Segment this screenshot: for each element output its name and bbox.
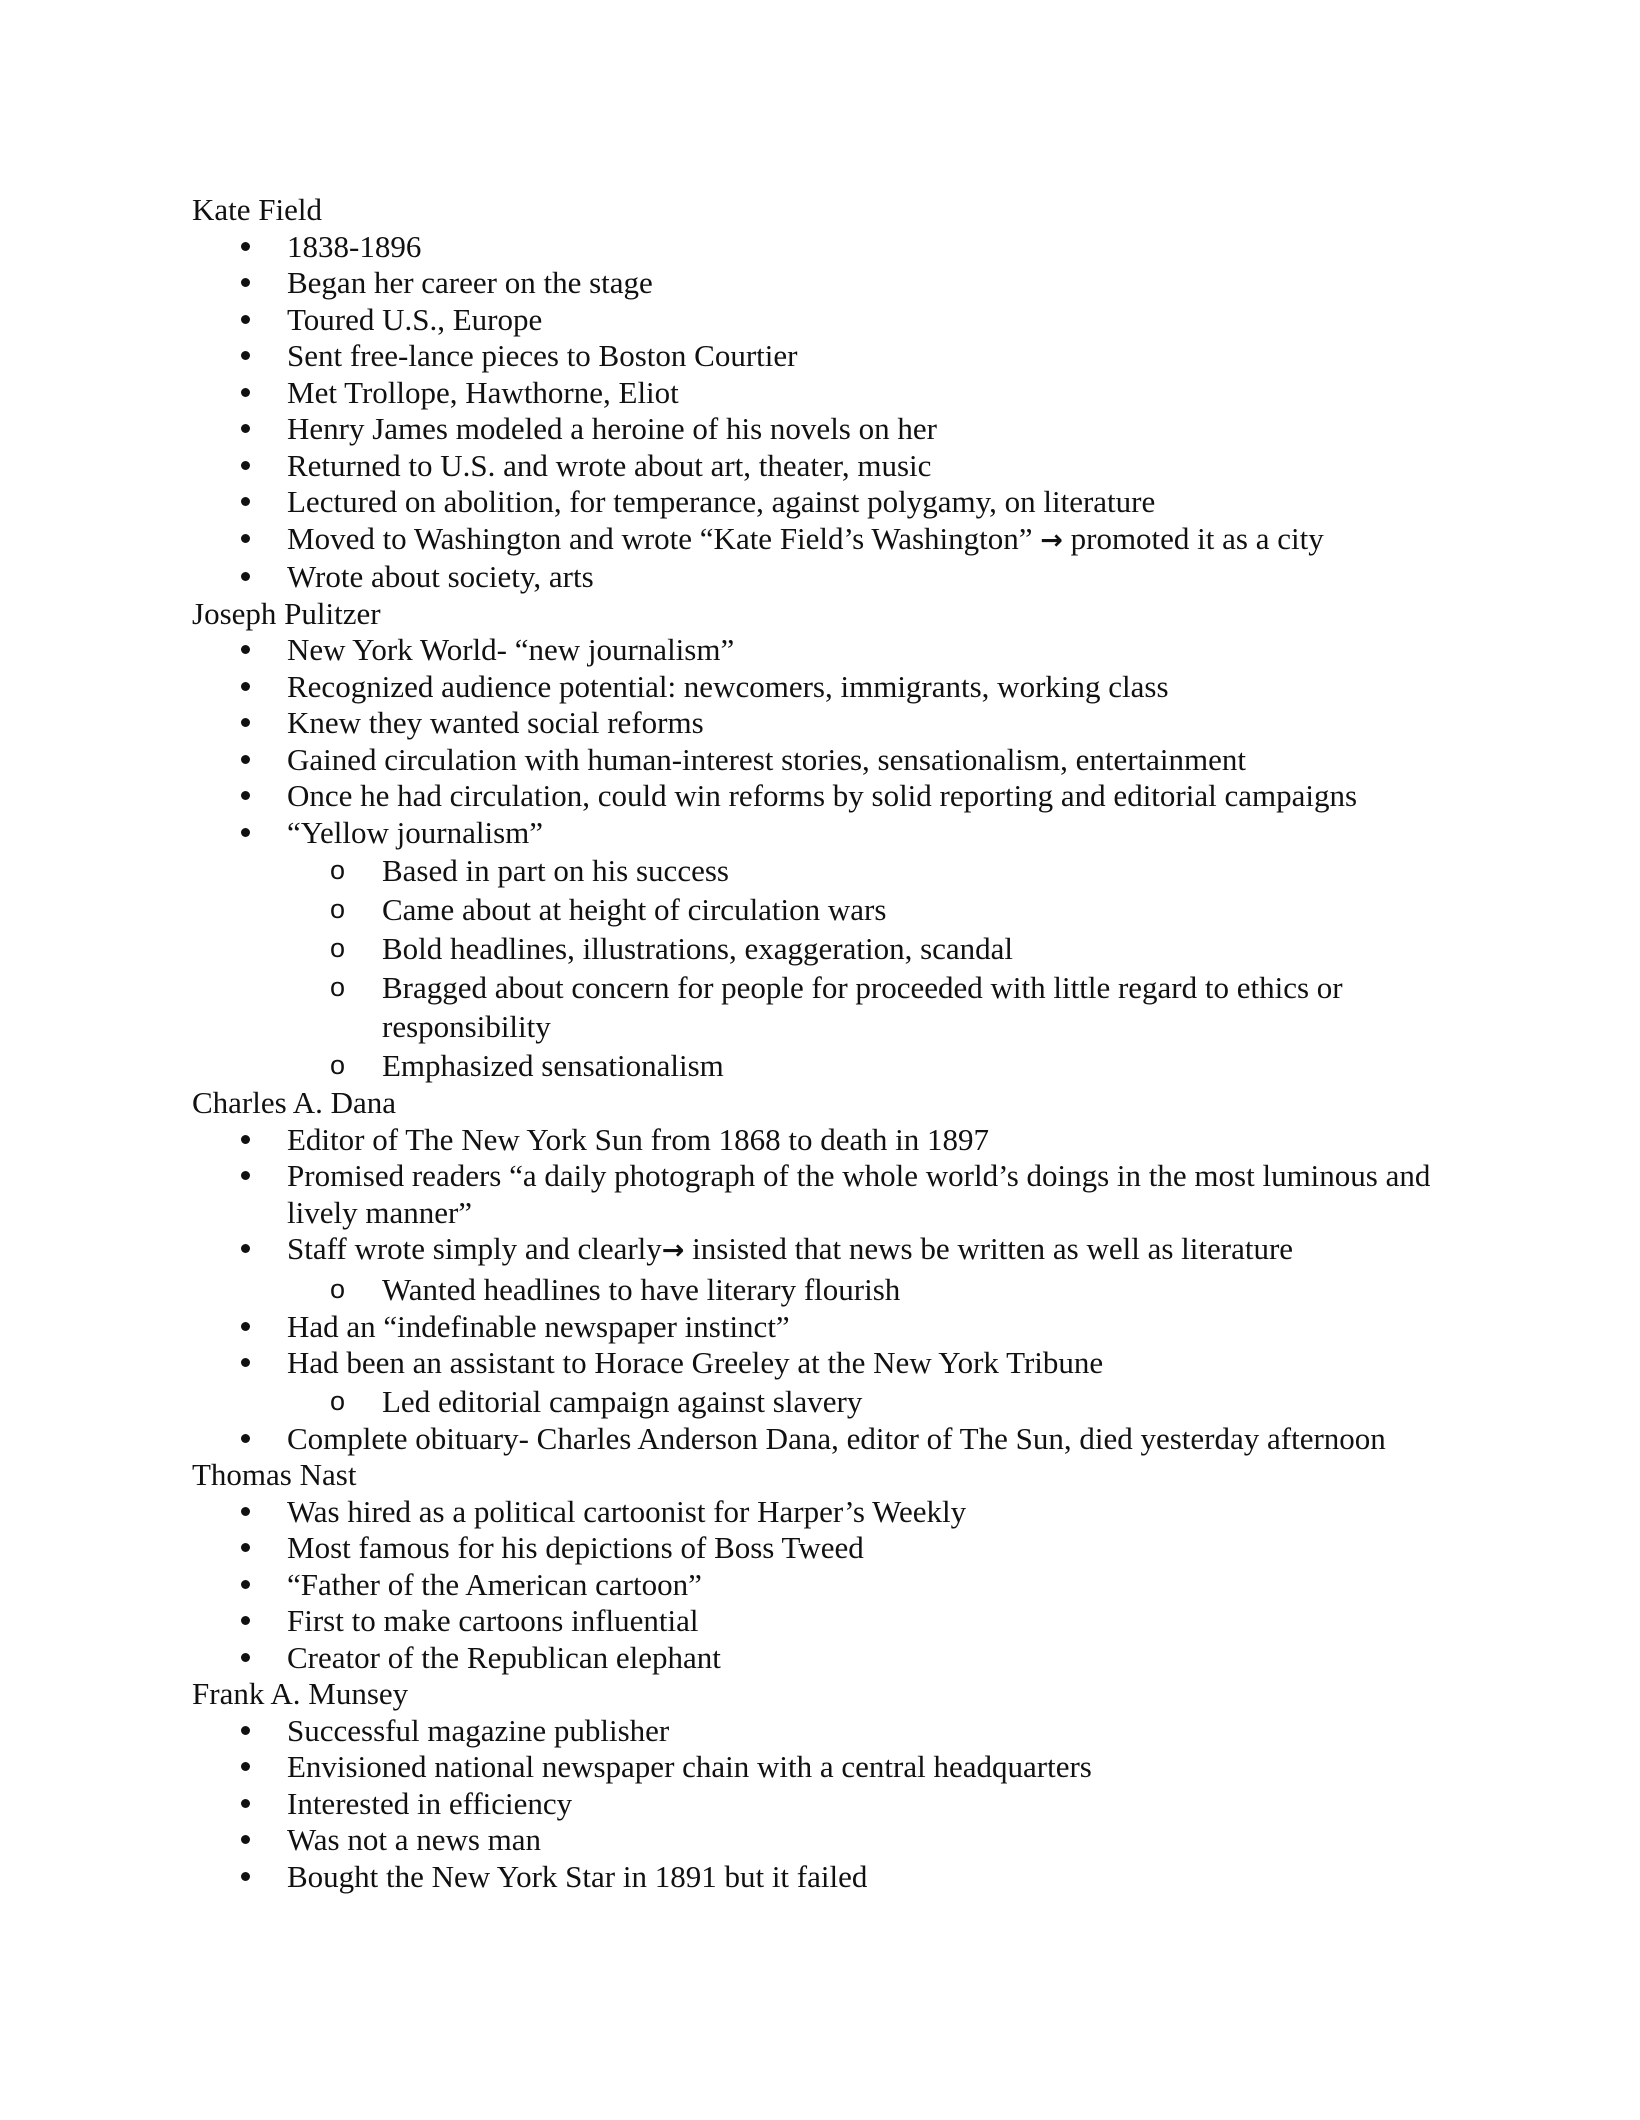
list-item [192,338,1492,375]
list-item [192,484,1492,521]
list-item [192,1603,1492,1640]
bullet-dot-icon [235,1640,255,1677]
sub-list-item [287,929,1492,968]
section-heading: Joseph Pulitzer [192,595,381,631]
bullet-dot-icon [235,484,255,521]
list-item-text: Bought the New York Star in 1891 but it failed [287,1858,868,1894]
section-heading: Charles A. Dana [192,1085,397,1120]
section-heading: Thomas Nast [192,1457,357,1492]
list-item-text: Editor of The New York Sun from 1868 to death in 1897 [287,1121,990,1157]
circle-bullet-icon: o [330,1385,346,1416]
bullet-dot-icon [235,669,255,706]
bullet-dot-icon [235,1713,255,1750]
list-item [192,1421,1492,1458]
section-heading: Frank A. Munsey [192,1676,409,1711]
bullet-dot-icon [235,229,255,266]
circle-bullet-icon: o [330,972,346,1002]
list-item-text: Sent free-lance pieces to Boston Courtier [287,338,798,373]
list-item-text: Successful magazine publisher [287,1712,670,1748]
circle-bullet-icon: o [330,1273,346,1304]
list-item-text: Henry James modeled a heroine of his novels on her [287,411,937,446]
list-item-text: Once he had circulation, could win reforms by solid reporting and editorial campaigns [287,778,1358,813]
bullet-list [192,229,1492,596]
list-item [192,559,1492,596]
bullet-dot-icon [235,559,255,596]
list-item-text: Had an “indefinable newspaper instinct” [287,1308,790,1344]
bullet-dot-icon [235,1231,255,1268]
bullet-dot-icon [235,1309,255,1346]
sub-list-item [287,968,1492,1046]
list-item [192,1640,1492,1677]
list-item-text: Creator of the Republican elephant [287,1639,721,1675]
list-item-text: Most famous for his depictions of Boss Tweed [287,1530,864,1565]
list-item-text: First to make cartoons influential [287,1603,699,1638]
sub-list-item-text: Emphasized sensationalism [382,1048,724,1083]
list-item [192,778,1492,815]
bullet-dot-icon [235,815,255,852]
list-item-text-continued: promoted it as a city [1062,520,1324,556]
bullet-dot-icon [235,1567,255,1604]
bullet-dot-icon [235,302,255,339]
sub-list-item [287,851,1492,890]
right-arrow-icon: → [1040,524,1063,556]
list-item [192,815,1492,1086]
bullet-dot-icon [235,1158,255,1195]
list-item-text: Was not a news man [287,1822,542,1857]
list-item-text: “Father of the American cartoon” [287,1566,702,1602]
sub-list-item-text: Led editorial campaign against slavery [382,1383,863,1419]
sub-bullet-list [287,851,1492,1085]
list-item [192,1494,1492,1531]
list-item-text: Wrote about society, arts [287,559,594,594]
circle-bullet-icon: o [330,855,346,885]
bullet-dot-icon [235,1822,255,1859]
list-item [192,1309,1492,1346]
bullet-dot-icon [235,1786,255,1823]
list-item-text: 1838-1896 [287,228,422,264]
list-item-text: Envisioned national newspaper chain with a central headquarters [287,1749,1092,1784]
bullet-dot-icon [235,1749,255,1786]
bullet-dot-icon [235,411,255,448]
bullet-dot-icon [235,521,255,558]
sub-list-item-text: Came about at height of circulation wars [382,892,887,927]
list-item-text: Knew they wanted social reforms [287,705,704,740]
list-item [192,669,1492,706]
bullet-dot-icon [235,448,255,485]
list-item [192,265,1492,302]
list-item [192,1749,1492,1786]
sub-list-item [287,1382,1492,1421]
list-item [192,1822,1492,1859]
list-item [192,1567,1492,1604]
sub-list-item [287,890,1492,929]
list-item-text: Returned to U.S. and wrote about art, theater, music [287,447,932,483]
list-item [192,1122,1492,1159]
list-item-text: Had been an assistant to Horace Greeley at the New York Tribune [287,1345,1104,1380]
list-item [192,1530,1492,1567]
list-item [192,705,1492,742]
list-item [192,1713,1492,1750]
list-item [192,375,1492,412]
bullet-dot-icon [235,375,255,412]
list-item-text: Was hired as a political cartoonist for Harper’s Weekly [287,1493,967,1529]
bullet-dot-icon [235,1494,255,1531]
list-item-text: Promised readers “a daily photograph of the whole world’s doings in the most luminous and lively manner” [287,1158,1431,1230]
list-item [192,742,1492,779]
list-item [192,1231,1492,1309]
bullet-dot-icon [235,1345,255,1382]
sub-bullet-list [287,1382,1492,1421]
sub-list-item-text: Bold headlines, illustrations, exaggeration, scandal [382,931,1014,966]
section-heading: Kate Field [192,192,322,227]
bullet-dot-icon [235,338,255,375]
bullet-dot-icon [235,1421,255,1458]
sub-list-item [287,1046,1492,1085]
list-item [192,1786,1492,1823]
bullet-dot-icon [235,1122,255,1159]
list-item [192,302,1492,339]
bullet-list [192,1494,1492,1677]
bullet-dot-icon [235,1530,255,1567]
bullet-dot-icon [235,632,255,669]
list-item [192,1158,1492,1231]
list-item [192,632,1492,669]
sub-list-item [287,1270,1492,1309]
bullet-dot-icon [235,778,255,815]
list-item [192,1345,1492,1421]
list-item-text: Interested in efficiency [287,1785,573,1821]
bullet-list [192,632,1492,1085]
right-arrow-icon: → [661,1235,685,1266]
list-item [192,229,1492,266]
list-item-text-continued: insisted that news be written as well as literature [684,1231,1294,1266]
circle-bullet-icon: o [330,1050,346,1080]
list-item-text: Began her career on the stage [287,265,653,300]
list-item-text: Gained circulation with human-interest stories, sensationalism, entertainment [287,741,1247,777]
sub-list-item-text: Bragged about concern for people for proceeded with little regard to ethics or responsibility [382,970,1343,1044]
bullet-dot-icon [235,1859,255,1896]
circle-bullet-icon: o [330,894,346,924]
bullet-dot-icon [235,265,255,302]
list-item-text: New York World- “new journalism” [287,632,735,667]
list-item-text: “Yellow journalism” [287,814,544,850]
list-item-text: Met Trollope, Hawthorne, Eliot [287,374,679,410]
list-item-text: Lectured on abolition, for temperance, against polygamy, on literature [287,484,1156,519]
list-item-text: Recognized audience potential: newcomers, immigrants, working class [287,668,1169,704]
bullet-list [192,1713,1492,1896]
list-item [192,1859,1492,1896]
bullet-list [192,1122,1492,1458]
document-page [192,192,1492,1895]
circle-bullet-icon: o [330,933,346,963]
sub-list-item-text: Wanted headlines to have literary flourish [382,1271,901,1307]
sub-list-item-text: Based in part on his success [382,853,729,888]
list-item-text: Complete obituary- Charles Anderson Dana, editor of The Sun, died yesterday afternoon [287,1420,1386,1456]
list-item [192,411,1492,448]
sub-bullet-list [287,1270,1492,1309]
bullet-dot-icon [235,742,255,779]
list-item-text: Staff wrote simply and clearly [287,1231,662,1266]
list-item-text: Toured U.S., Europe [287,301,543,337]
bullet-dot-icon [235,705,255,742]
list-item-text: Moved to Washington and wrote “Kate Field’s Washington” [287,520,1041,556]
list-item [192,521,1492,560]
bullet-dot-icon [235,1603,255,1640]
list-item [192,448,1492,485]
